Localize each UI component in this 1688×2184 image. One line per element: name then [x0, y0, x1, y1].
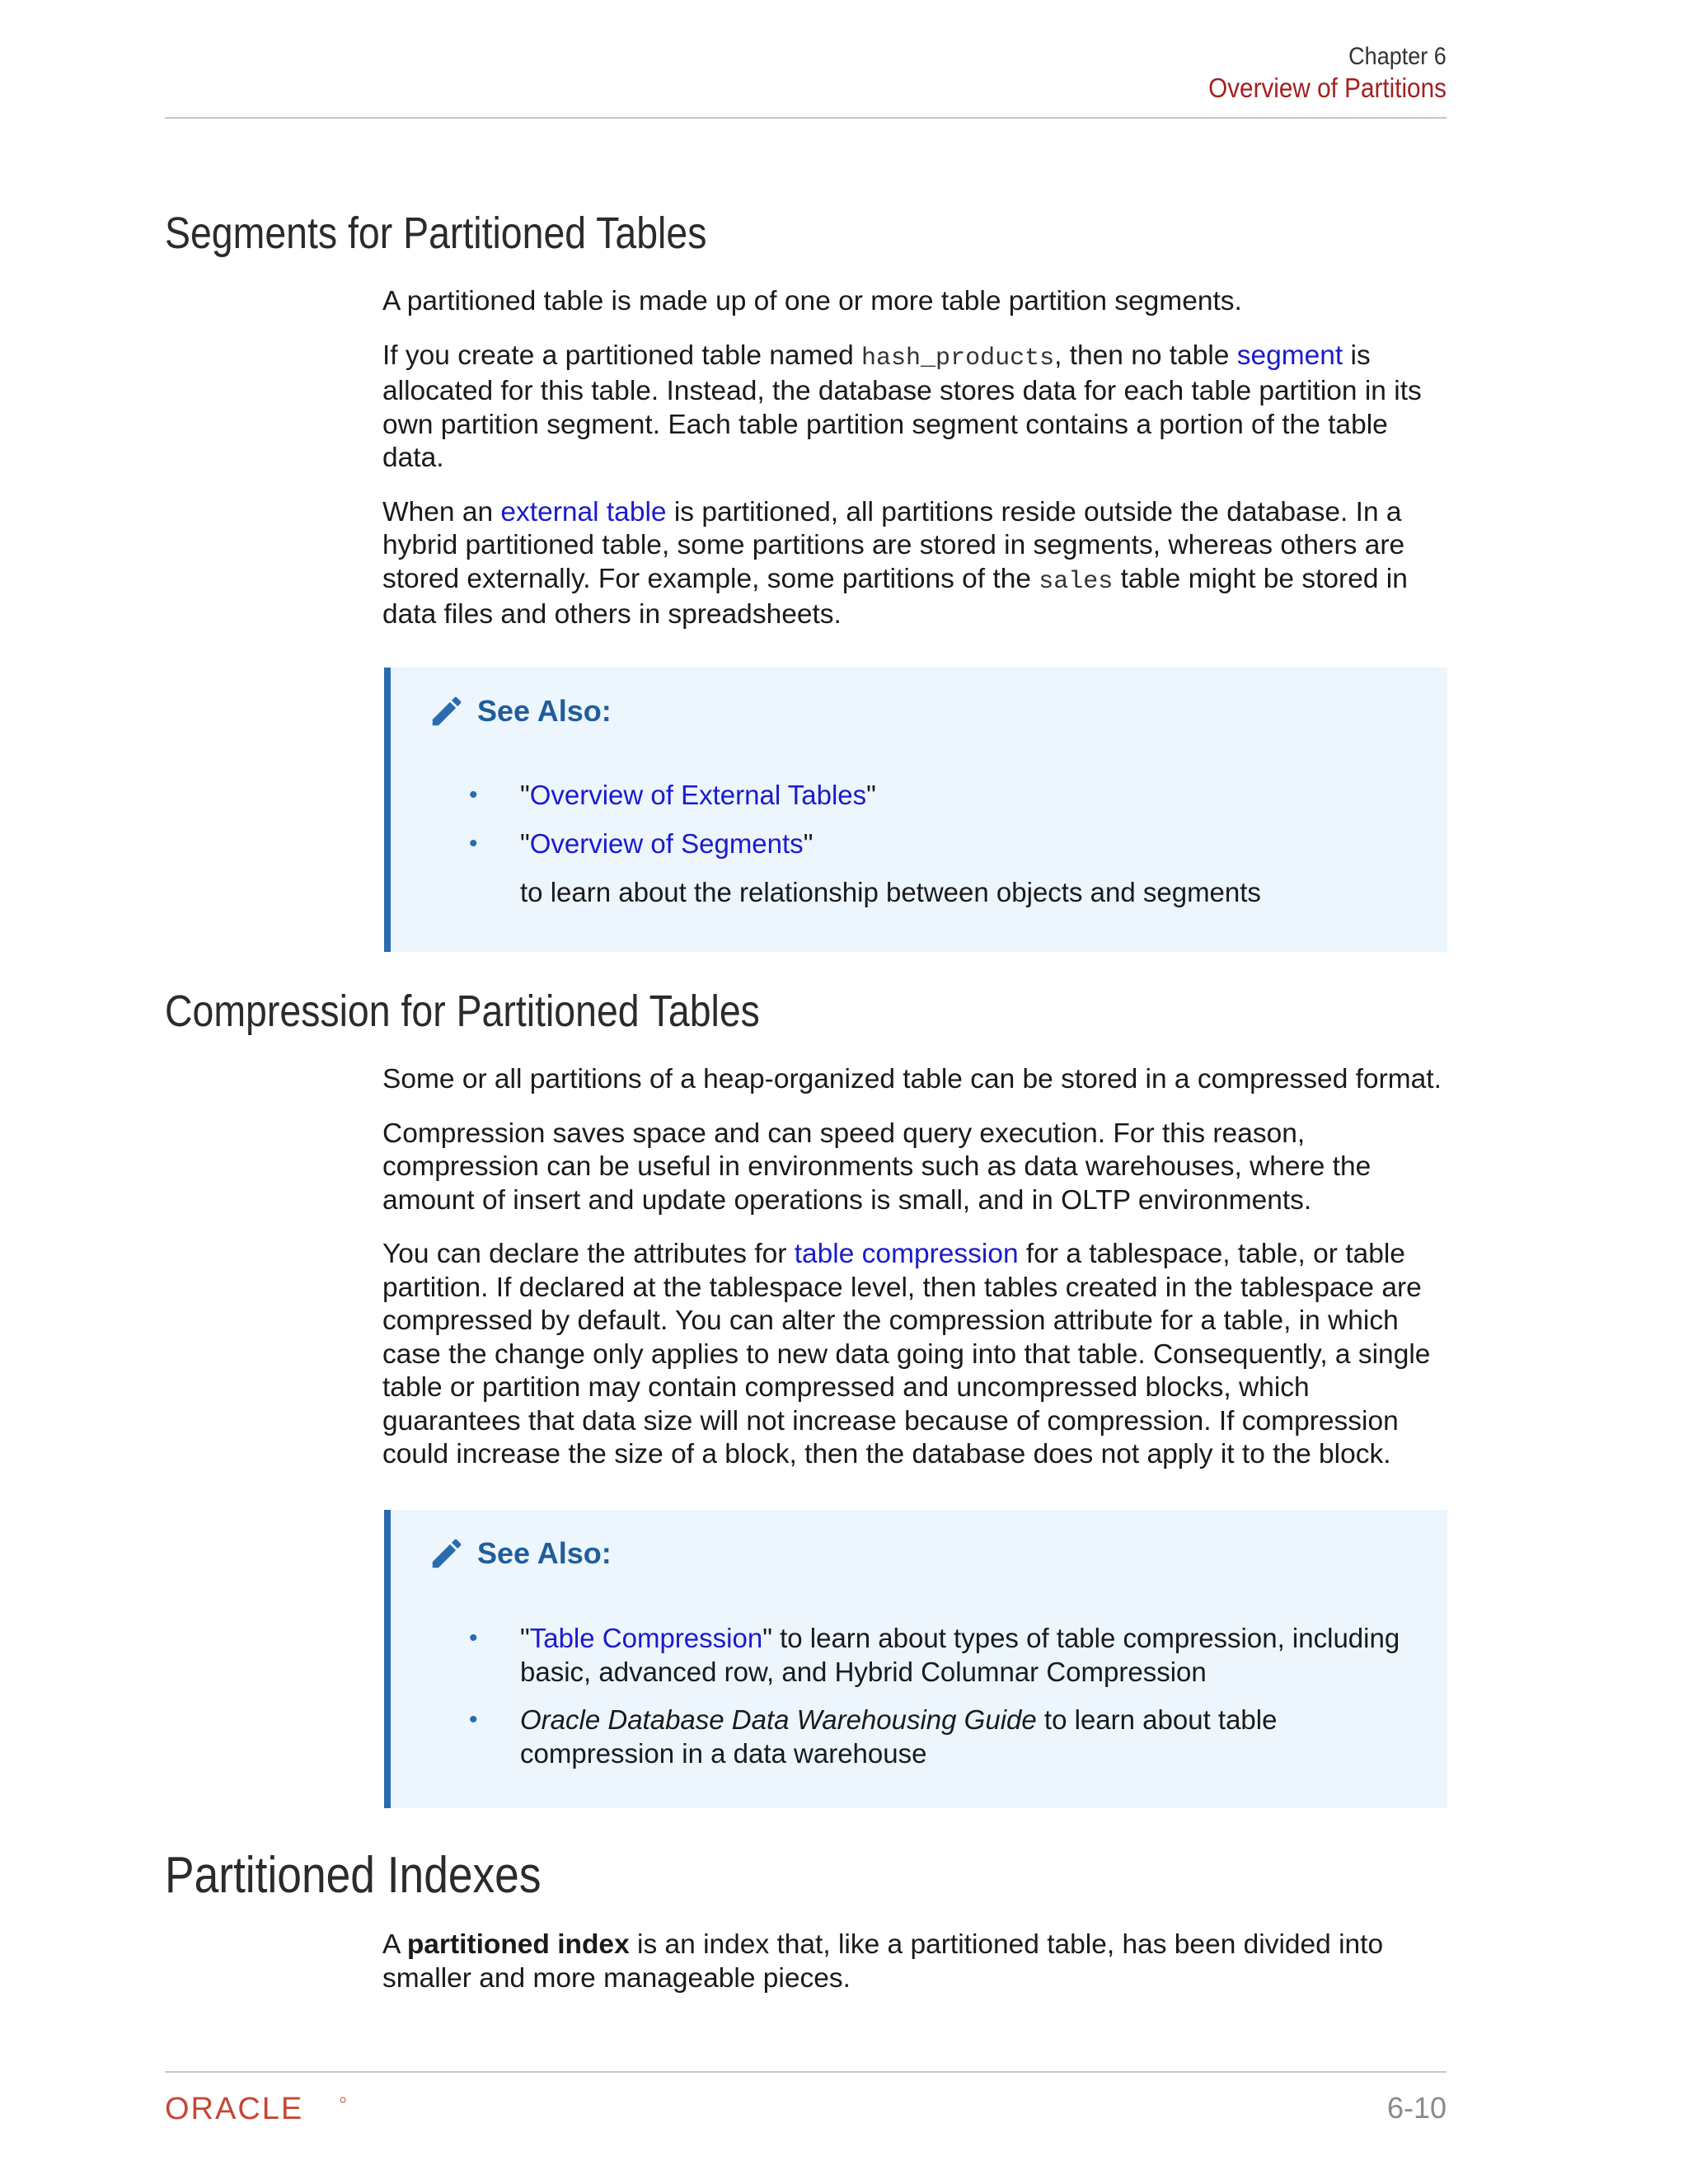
link-external-table[interactable]: external table [500, 496, 667, 527]
segments-body [382, 285, 1454, 632]
see-also-title: See Also: [428, 692, 612, 730]
chapter-label: Chapter 6 [1348, 43, 1447, 70]
see-also-item: • Oracle Database Data Warehousing Guide to learn about table compression in a data warehouse [469, 1704, 1278, 1769]
pencil-icon [428, 1535, 466, 1572]
compression-paragraph-3: You can declare the attributes for table compression for a tablespace, table, or table partition. If declared at the tablespace level, then tables created in the tablespace are compressed by default. You can alter the compression attribute for a table, in which case the change only applies to new data going into that table. Consequently, a single table or partition may contain compressed and uncompressed blocks, which guarantees that data size will not increase because of compression. If compression could increase the size of a block, then the database does not apply it to the block. [382, 1239, 1431, 1469]
segments-paragraph-3: When an external table is partitioned, all partitions reside outside the database. In a hybrid partitioned table, some partitions are stored in segments, whereas others are stored externally. For example, some partitions of the sales table might be stored in data files and others in spreadsheets. [382, 496, 1408, 630]
code-sales: sales [1039, 567, 1114, 596]
bullet-dot: • [469, 1706, 478, 1733]
code-hash-products: hash_products [861, 344, 1055, 373]
indexes-body [382, 1929, 1454, 1995]
see-also-item: • "Table Compression" to learn about types of table compression, including basic, advanced row, and Hybrid Columnar Compression [469, 1623, 1400, 1687]
section-label[interactable]: Overview of Partitions [1208, 73, 1447, 103]
bullet-dot: • [469, 829, 478, 857]
heading-partitioned-indexes: Partitioned Indexes [165, 1847, 542, 1904]
svg-text:ORACLE: ORACLE [165, 2093, 304, 2126]
link-overview-external-tables[interactable]: Overview of External Tables [529, 780, 867, 810]
header-divider [165, 117, 1447, 119]
bullet-dot: • [469, 781, 478, 808]
link-table-compression[interactable]: table compression [794, 1239, 1019, 1269]
compression-paragraph-2: Compression saves space and can speed query execution. For this reason, compression can be useful in environments such as data warehouses, where the amount of insert and update operations is small, and in OLTP environments. [382, 1118, 1372, 1216]
link-table-compression-chapter[interactable]: Table Compression [529, 1623, 763, 1653]
page-number: 6-10 [1386, 2091, 1447, 2125]
see-also-item: • "Overview of External Tables" [469, 779, 1423, 813]
segments-paragraph-2: If you create a partitioned table named hash_products, then no table segment is allocated for this table. Instead, the database stores data for each table partition in its own partition segment. Each table partition segment contains a portion of the table data. [382, 340, 1422, 473]
see-also-item: • "Overview of Segments" to learn about the relationship between objects and segments [469, 827, 1423, 910]
heading-segments: Segments for Partitioned Tables [165, 209, 707, 258]
bullet-dot: • [469, 1624, 478, 1652]
compression-paragraph-1: Some or all partitions of a heap-organized table can be stored in a compressed format. [382, 1064, 1442, 1094]
see-also-item-description: to learn about the relationship between objects and segments [520, 877, 1261, 907]
link-segment[interactable]: segment [1236, 340, 1343, 371]
indexes-paragraph-1: A partitioned index is an index that, like a partitioned table, has been divided into smaller and more manageable pieces. [382, 1929, 1384, 1994]
compression-body [382, 1063, 1454, 1472]
footer-divider [165, 2071, 1447, 2073]
pencil-icon [428, 692, 466, 730]
term-partitioned-index: partitioned index [406, 1929, 630, 1960]
heading-compression: Compression for Partitioned Tables [165, 987, 760, 1036]
see-also-title: See Also: [428, 1535, 612, 1572]
link-overview-segments[interactable]: Overview of Segments [529, 827, 804, 859]
oracle-logo [165, 2093, 354, 2126]
segments-paragraph-1: A partitioned table is made up of one or more table partition segments. [382, 286, 1242, 316]
see-also-box-compression [384, 1510, 1447, 1808]
see-also-box-segments [384, 668, 1447, 952]
book-title: Oracle Database Data Warehousing Guide [520, 1704, 1037, 1735]
